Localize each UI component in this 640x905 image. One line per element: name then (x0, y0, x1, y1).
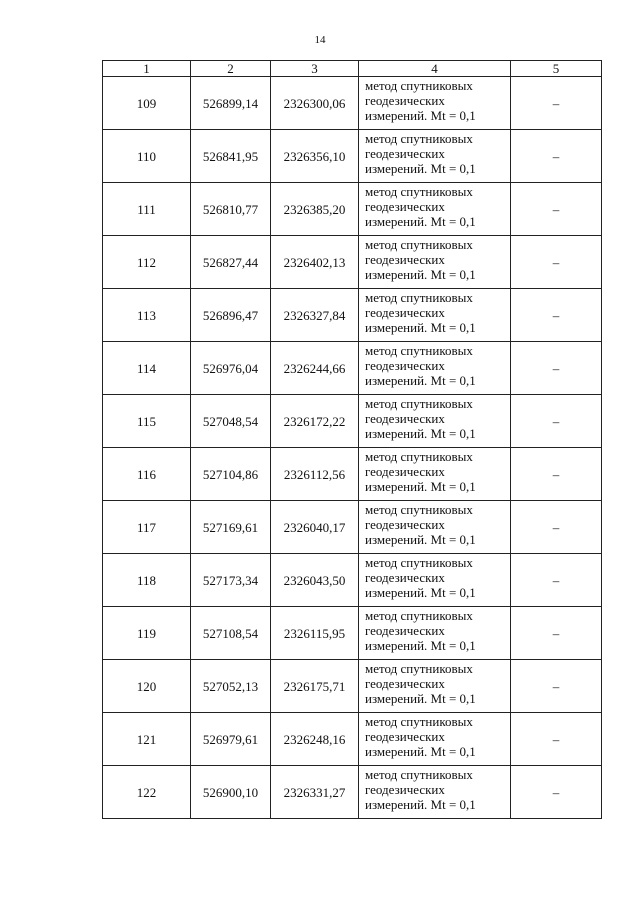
x-coordinate-cell: 526899,14 (191, 77, 271, 130)
method-line: измерений. Mt = 0,1 (365, 320, 476, 335)
method-cell (359, 501, 511, 554)
method-line: геодезических (365, 199, 445, 214)
method-line: измерений. Mt = 0,1 (365, 267, 476, 282)
method-line: геодезических (365, 93, 445, 108)
x-coordinate-cell: 527104,86 (191, 448, 271, 501)
method-cell (359, 236, 511, 289)
method-line: метод спутниковых (365, 449, 473, 464)
point-number-cell: 111 (103, 183, 191, 236)
point-number-cell: 118 (103, 554, 191, 607)
y-coordinate-cell: 2326172,22 (271, 395, 359, 448)
method-line: геодезических (365, 358, 445, 373)
coordinates-table (102, 60, 602, 819)
y-coordinate-cell: 2326385,20 (271, 183, 359, 236)
method-cell (359, 660, 511, 713)
note-cell: – (511, 77, 602, 130)
method-line: геодезических (365, 464, 445, 479)
table-row (103, 236, 602, 289)
table-row (103, 448, 602, 501)
method-line: измерений. Mt = 0,1 (365, 638, 476, 653)
method-cell (359, 77, 511, 130)
point-number-cell: 115 (103, 395, 191, 448)
note-cell: – (511, 554, 602, 607)
point-number-cell: 112 (103, 236, 191, 289)
method-cell (359, 713, 511, 766)
x-coordinate-cell: 527169,61 (191, 501, 271, 554)
method-line: геодезических (365, 676, 445, 691)
method-line: геодезических (365, 305, 445, 320)
note-cell: – (511, 289, 602, 342)
method-cell (359, 130, 511, 183)
y-coordinate-cell: 2326327,84 (271, 289, 359, 342)
table-row (103, 501, 602, 554)
point-number-cell: 110 (103, 130, 191, 183)
method-line: измерений. Mt = 0,1 (365, 214, 476, 229)
x-coordinate-cell: 527173,34 (191, 554, 271, 607)
method-line: геодезических (365, 729, 445, 744)
header-col-1: 1 (103, 61, 191, 77)
table-row (103, 130, 602, 183)
note-cell: – (511, 183, 602, 236)
method-cell (359, 289, 511, 342)
method-cell (359, 766, 511, 819)
y-coordinate-cell: 2326402,13 (271, 236, 359, 289)
method-line: измерений. Mt = 0,1 (365, 426, 476, 441)
method-cell (359, 395, 511, 448)
y-coordinate-cell: 2326175,71 (271, 660, 359, 713)
method-line: измерений. Mt = 0,1 (365, 479, 476, 494)
point-number-cell: 117 (103, 501, 191, 554)
note-cell: – (511, 130, 602, 183)
method-line: метод спутниковых (365, 714, 473, 729)
point-number-cell: 113 (103, 289, 191, 342)
point-number-cell: 109 (103, 77, 191, 130)
page-number: 14 (314, 34, 326, 46)
x-coordinate-cell: 526841,95 (191, 130, 271, 183)
y-coordinate-cell: 2326040,17 (271, 501, 359, 554)
method-line: метод спутниковых (365, 184, 473, 199)
method-line: измерений. Mt = 0,1 (365, 585, 476, 600)
method-line: геодезических (365, 411, 445, 426)
x-coordinate-cell: 526900,10 (191, 766, 271, 819)
y-coordinate-cell: 2326300,06 (271, 77, 359, 130)
table-row (103, 289, 602, 342)
method-line: геодезических (365, 570, 445, 585)
method-line: измерений. Mt = 0,1 (365, 532, 476, 547)
header-col-4: 4 (359, 61, 511, 77)
method-line: метод спутниковых (365, 78, 473, 93)
note-cell: – (511, 448, 602, 501)
point-number-cell: 119 (103, 607, 191, 660)
table-row (103, 660, 602, 713)
table-row (103, 766, 602, 819)
method-line: метод спутниковых (365, 290, 473, 305)
method-line: геодезических (365, 146, 445, 161)
header-col-2: 2 (191, 61, 271, 77)
method-line: метод спутниковых (365, 555, 473, 570)
point-number-cell: 121 (103, 713, 191, 766)
note-cell: – (511, 713, 602, 766)
method-line: измерений. Mt = 0,1 (365, 161, 476, 176)
table-row (103, 183, 602, 236)
method-line: измерений. Mt = 0,1 (365, 691, 476, 706)
method-line: метод спутниковых (365, 661, 473, 676)
method-line: метод спутниковых (365, 608, 473, 623)
x-coordinate-cell: 527048,54 (191, 395, 271, 448)
note-cell: – (511, 236, 602, 289)
method-line: измерений. Mt = 0,1 (365, 744, 476, 759)
point-number-cell: 114 (103, 342, 191, 395)
x-coordinate-cell: 526896,47 (191, 289, 271, 342)
x-coordinate-cell: 526827,44 (191, 236, 271, 289)
y-coordinate-cell: 2326112,56 (271, 448, 359, 501)
method-line: геодезических (365, 252, 445, 267)
y-coordinate-cell: 2326356,10 (271, 130, 359, 183)
note-cell: – (511, 766, 602, 819)
method-line: метод спутниковых (365, 396, 473, 411)
method-line: геодезических (365, 782, 445, 797)
y-coordinate-cell: 2326244,66 (271, 342, 359, 395)
x-coordinate-cell: 527052,13 (191, 660, 271, 713)
table-row (103, 342, 602, 395)
table-row (103, 607, 602, 660)
method-line: измерений. Mt = 0,1 (365, 108, 476, 123)
method-line: геодезических (365, 623, 445, 638)
table-header-row (103, 61, 602, 77)
point-number-cell: 122 (103, 766, 191, 819)
x-coordinate-cell: 526976,04 (191, 342, 271, 395)
method-cell (359, 183, 511, 236)
method-cell (359, 342, 511, 395)
method-line: метод спутниковых (365, 343, 473, 358)
x-coordinate-cell: 527108,54 (191, 607, 271, 660)
table-row (103, 395, 602, 448)
header-col-5: 5 (511, 61, 602, 77)
x-coordinate-cell: 526810,77 (191, 183, 271, 236)
header-col-3: 3 (271, 61, 359, 77)
table-row (103, 554, 602, 607)
note-cell: – (511, 395, 602, 448)
method-line: метод спутниковых (365, 237, 473, 252)
note-cell: – (511, 607, 602, 660)
method-cell (359, 607, 511, 660)
point-number-cell: 116 (103, 448, 191, 501)
method-line: метод спутниковых (365, 502, 473, 517)
method-cell (359, 554, 511, 607)
method-line: геодезических (365, 517, 445, 532)
point-number-cell: 120 (103, 660, 191, 713)
method-line: измерений. Mt = 0,1 (365, 373, 476, 388)
note-cell: – (511, 501, 602, 554)
note-cell: – (511, 660, 602, 713)
y-coordinate-cell: 2326115,95 (271, 607, 359, 660)
x-coordinate-cell: 526979,61 (191, 713, 271, 766)
method-cell (359, 448, 511, 501)
note-cell: – (511, 342, 602, 395)
y-coordinate-cell: 2326043,50 (271, 554, 359, 607)
method-line: измерений. Mt = 0,1 (365, 797, 476, 812)
table-row (103, 713, 602, 766)
table-row (103, 77, 602, 130)
method-line: метод спутниковых (365, 131, 473, 146)
y-coordinate-cell: 2326331,27 (271, 766, 359, 819)
y-coordinate-cell: 2326248,16 (271, 713, 359, 766)
method-line: метод спутниковых (365, 767, 473, 782)
